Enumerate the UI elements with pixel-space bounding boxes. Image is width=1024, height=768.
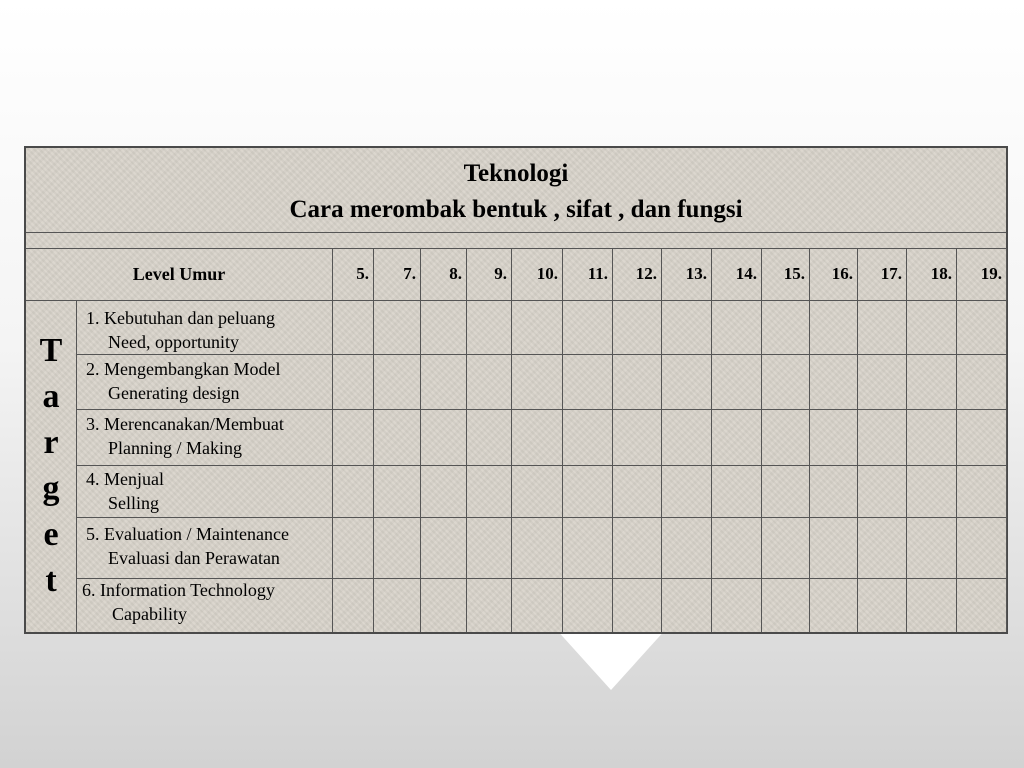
row-label-line-1: 1. Kebutuhan dan peluang	[86, 308, 275, 328]
column-divider	[466, 248, 467, 632]
target-letter: g	[42, 470, 60, 507]
column-header: 12.	[635, 264, 657, 283]
target-divider	[76, 300, 77, 632]
row-label	[86, 357, 280, 405]
column-header: 13.	[685, 264, 707, 283]
column-divider	[1006, 248, 1007, 632]
column-header: 19.	[980, 264, 1002, 283]
row-label-line-2: Generating design	[108, 383, 240, 403]
down-arrow-shape	[555, 628, 667, 690]
column-header: 18.	[930, 264, 952, 283]
column-header: 5.	[356, 264, 369, 283]
row-label-line-1: 3. Merencanakan/Membuat	[86, 414, 284, 434]
row-label	[86, 306, 275, 354]
column-divider	[906, 248, 907, 632]
row-label-line-1: 6. Information Technology	[82, 580, 275, 600]
column-header: 14.	[735, 264, 757, 283]
column-header: 8.	[449, 264, 462, 283]
column-divider	[857, 248, 858, 632]
row-label	[86, 522, 289, 570]
header-bottom-line	[26, 300, 1006, 301]
technology-table	[24, 146, 1008, 634]
title-line-2: Cara merombak bentuk , sifat , dan fungsi	[289, 196, 743, 223]
column-header: 16.	[831, 264, 853, 283]
column-divider	[373, 248, 374, 632]
row-label-line-2: Planning / Making	[108, 438, 242, 458]
target-letter: a	[42, 378, 60, 415]
column-divider	[711, 248, 712, 632]
row-label	[86, 412, 284, 460]
row-label-line-2: Evaluasi dan Perawatan	[108, 548, 280, 568]
row-divider	[76, 354, 1006, 355]
title-divider	[26, 232, 1006, 233]
column-header: 7.	[403, 264, 416, 283]
row-label	[86, 467, 164, 515]
column-header: 17.	[880, 264, 902, 283]
column-divider	[761, 248, 762, 632]
target-side-label	[26, 300, 76, 632]
column-divider	[420, 248, 421, 632]
column-divider	[562, 248, 563, 632]
column-header: 10.	[536, 264, 558, 283]
row-divider	[76, 409, 1006, 410]
column-divider	[511, 248, 512, 632]
column-divider	[661, 248, 662, 632]
target-letter: e	[43, 516, 59, 553]
column-header: 11.	[587, 264, 608, 283]
row-divider	[76, 517, 1006, 518]
row-label-line-1: 2. Mengembangkan Model	[86, 359, 281, 379]
level-umur-header: Level Umur	[132, 263, 226, 284]
row-divider	[76, 465, 1006, 466]
column-header: 15.	[783, 264, 805, 283]
column-divider	[809, 248, 810, 632]
row-label-line-1: 4. Menjual	[86, 469, 164, 489]
column-divider	[332, 248, 333, 632]
row-label-line-2: Need, opportunity	[108, 332, 239, 352]
row-label-line-2: Capability	[112, 604, 187, 624]
target-letter: T	[39, 332, 63, 369]
column-divider	[956, 248, 957, 632]
row-label-line-2: Selling	[108, 493, 160, 513]
column-divider	[612, 248, 613, 632]
title-line-1: Teknologi	[463, 160, 569, 187]
target-letter: r	[43, 424, 59, 461]
column-header: 9.	[494, 264, 507, 283]
row-label	[82, 578, 275, 626]
target-letter: t	[45, 562, 57, 599]
row-label-line-1: 5. Evaluation / Maintenance	[86, 524, 289, 544]
